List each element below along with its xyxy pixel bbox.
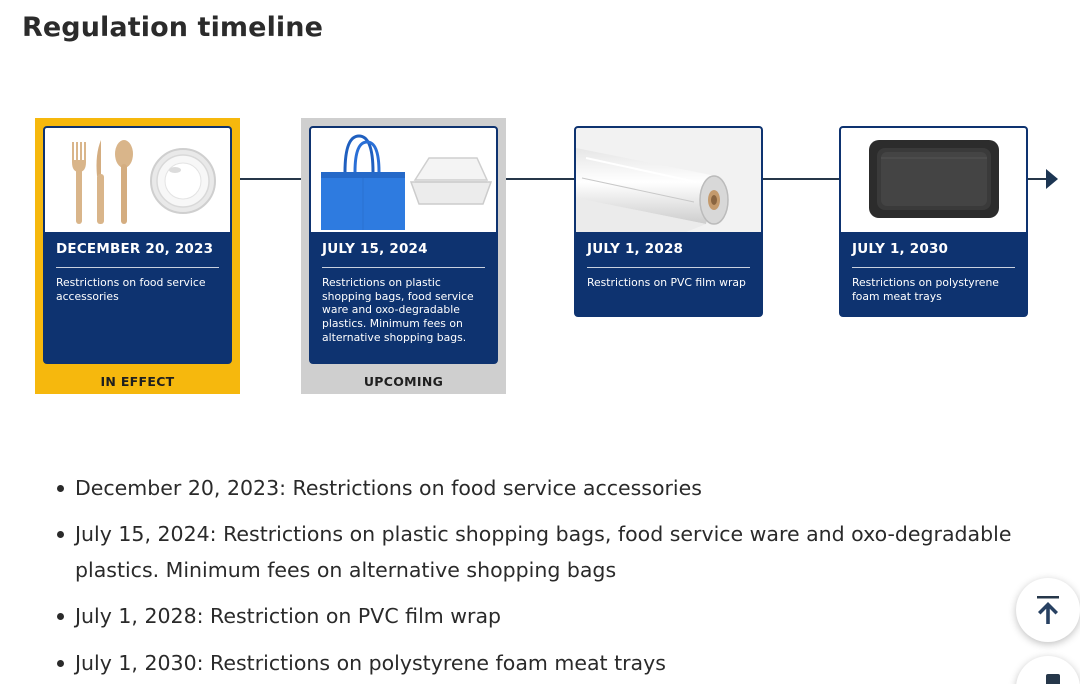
shopping-bag-icon <box>311 128 496 232</box>
card-date: JULY 15, 2024 <box>322 241 428 257</box>
foam-tray-icon <box>841 128 1026 232</box>
card-description: Restrictions on PVC film wrap <box>587 276 746 289</box>
summary-list <box>54 470 1074 684</box>
list-item: December 20, 2023: Restrictions on food service accessories <box>54 470 1074 506</box>
timeline-card-2030 <box>839 126 1028 317</box>
film-wrap-roll-icon <box>576 128 761 232</box>
card-image-foam-tray <box>841 128 1026 232</box>
card-divider <box>852 267 1015 268</box>
timeline-card-2024 <box>309 126 498 364</box>
card-description: Restrictions on food service accessories <box>56 276 206 303</box>
card-body <box>841 232 1026 315</box>
card-body <box>576 232 761 302</box>
arrow-up-icon <box>1034 595 1062 625</box>
timeline-card-2028 <box>574 126 763 317</box>
card-divider <box>56 267 219 268</box>
back-to-top-button[interactable] <box>1016 578 1080 642</box>
card-description: Restrictions on plastic shopping bags, food service ware and oxo-degradable plastics. Minimum fees on alternative shopping bags. <box>322 276 474 344</box>
card-description: Restrictions on polystyrene foam meat trays <box>852 276 999 303</box>
card-divider <box>587 267 750 268</box>
card-image-cutlery <box>45 128 230 232</box>
card-body <box>45 232 230 315</box>
card-image-bag <box>311 128 496 232</box>
card-body <box>311 232 496 357</box>
list-item: July 15, 2024: Restrictions on plastic shopping bags, food service ware and oxo-degradable plastics. Minimum fees on alternative shopping bags <box>54 516 1074 588</box>
card-date: JULY 1, 2030 <box>852 241 949 257</box>
chat-icon <box>1034 674 1062 684</box>
card-image-film-wrap <box>576 128 761 232</box>
list-item: July 1, 2030: Restrictions on polystyrene foam meat trays <box>54 645 1074 681</box>
timeline-card-2023 <box>43 126 232 364</box>
card-date: DECEMBER 20, 2023 <box>56 241 214 257</box>
list-item: July 1, 2028: Restriction on PVC film wrap <box>54 598 1074 634</box>
card-divider <box>322 267 485 268</box>
page-title: Regulation timeline <box>22 12 324 43</box>
timeline-arrow-icon <box>1046 169 1058 189</box>
card-date: JULY 1, 2028 <box>587 241 684 257</box>
status-label-upcoming: UPCOMING <box>363 374 444 389</box>
status-label-in-effect: IN EFFECT <box>100 374 175 389</box>
wooden-cutlery-icon <box>45 128 230 232</box>
